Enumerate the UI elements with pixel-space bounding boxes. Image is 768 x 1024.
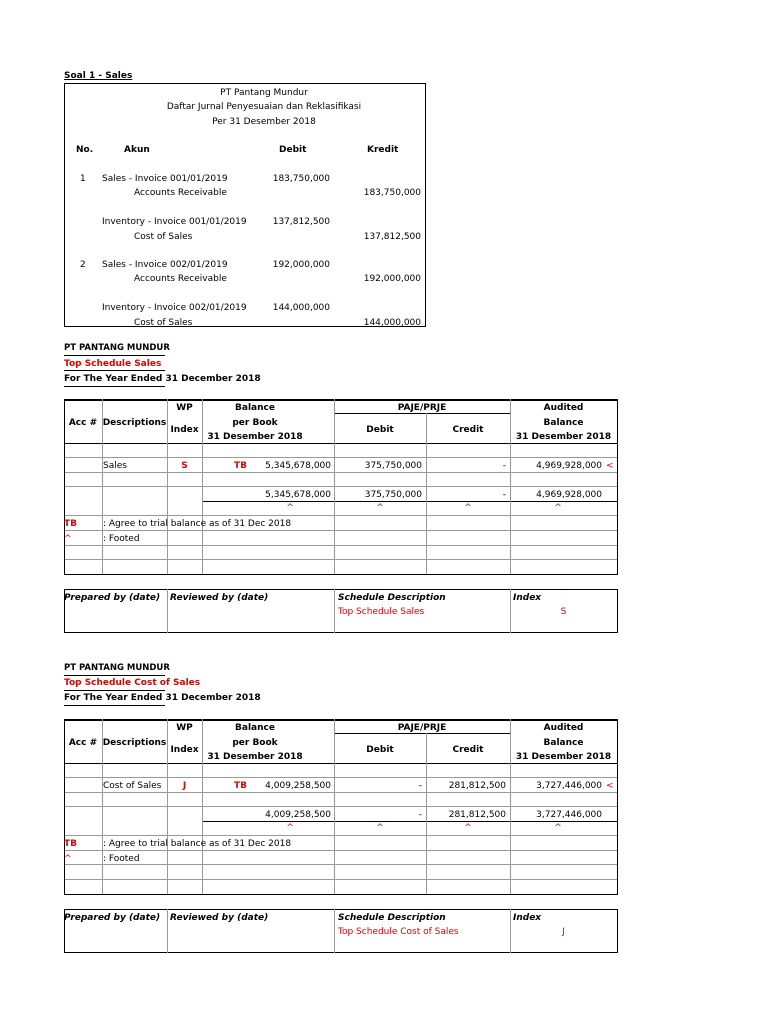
col-index: Index xyxy=(170,425,199,435)
row-book-balance: 5,345,678,000 xyxy=(265,461,331,471)
col-debit: Debit xyxy=(366,425,394,435)
legend-text: : Agree to trial balance as of 31 Dec 2018 xyxy=(103,519,292,529)
journal-debit-account: Sales - Invoice 002/01/2019 xyxy=(102,260,228,270)
col-audited-balance: Balance xyxy=(543,738,584,748)
legend-text: : Footed xyxy=(103,854,140,864)
journal-date: Per 31 Desember 2018 xyxy=(212,117,316,127)
col-audited-balance: Balance xyxy=(543,418,584,428)
col-balance: Balance xyxy=(235,403,275,413)
col-balance-date: 31 Desember 2018 xyxy=(207,432,303,442)
row-debit: 375,750,000 xyxy=(364,461,422,471)
total-audited: 3,727,446,000 xyxy=(536,810,602,820)
tb-tickmark: TB xyxy=(234,781,247,791)
row-wp-index: J xyxy=(182,781,187,791)
col-acc: Acc # xyxy=(68,738,98,748)
col-audited-date: 31 Desember 2018 xyxy=(515,432,612,442)
journal-debit-amount: 137,812,500 xyxy=(272,217,330,227)
journal-debit-account: Inventory - Invoice 002/01/2019 xyxy=(102,303,247,313)
legend-symbol: TB xyxy=(64,519,77,529)
col-balance-date: 31 Desember 2018 xyxy=(207,752,303,762)
schedule-title: Top Schedule Cost of Sales xyxy=(64,678,201,688)
schedule-period: For The Year Ended 31 December 2018 xyxy=(64,374,261,384)
footed-caret: ^ xyxy=(286,823,294,833)
col-descriptions: Descriptions xyxy=(102,738,167,748)
row-description: Sales xyxy=(103,461,127,471)
col-audited: Audited xyxy=(543,403,584,413)
schedule-description-label: Schedule Description xyxy=(338,593,446,603)
col-acc: Acc # xyxy=(68,418,98,428)
legend-text: : Footed xyxy=(103,534,140,544)
journal-header-debit: Debit xyxy=(279,145,307,155)
total-debit: 375,750,000 xyxy=(364,490,422,500)
journal-credit-account: Cost of Sales xyxy=(134,318,193,328)
journal-entry-no: 2 xyxy=(80,260,86,270)
schedule-period: For The Year Ended 31 December 2018 xyxy=(64,693,261,703)
total-credit: 281,812,500 xyxy=(448,810,506,820)
index-value: S xyxy=(560,607,567,617)
row-description: Cost of Sales xyxy=(103,781,162,791)
col-index: Index xyxy=(170,745,199,755)
soal-title: Soal 1 - Sales xyxy=(64,71,133,81)
row-credit: 281,812,500 xyxy=(448,781,506,791)
journal-credit-account: Accounts Receivable xyxy=(134,188,227,198)
legend-symbol: ^ xyxy=(64,854,72,864)
journal-debit-amount: 144,000,000 xyxy=(272,303,330,313)
legend-symbol: TB xyxy=(64,839,77,849)
journal-header-no: No. xyxy=(76,145,94,155)
schedule-description-value: Top Schedule Cost of Sales xyxy=(338,927,459,937)
legend-symbol: ^ xyxy=(64,534,72,544)
prepared-by-label: Prepared by (date) xyxy=(64,593,161,603)
col-credit: Credit xyxy=(452,745,484,755)
journal-debit-account: Sales - Invoice 001/01/2019 xyxy=(102,174,228,184)
row-book-balance: 4,009,258,500 xyxy=(265,781,331,791)
schedule-description-value: Top Schedule Sales xyxy=(338,607,425,617)
journal-entry-no: 1 xyxy=(80,174,86,184)
journal-credit-amount: 192,000,000 xyxy=(363,274,421,284)
total-book-balance: 4,009,258,500 xyxy=(265,810,331,820)
journal-debit-amount: 192,000,000 xyxy=(272,260,330,270)
row-debit: - xyxy=(418,781,422,791)
journal-company: PT Pantang Mundur xyxy=(220,88,308,98)
col-paje-prje: PAJE/PRJE xyxy=(397,723,447,733)
reviewed-by-label: Reviewed by (date) xyxy=(170,593,269,603)
row-mark: < xyxy=(606,781,614,791)
footed-caret: ^ xyxy=(286,503,294,513)
col-debit: Debit xyxy=(366,745,394,755)
schedule-title: Top Schedule Sales xyxy=(64,359,162,369)
footed-caret: ^ xyxy=(554,823,562,833)
row-wp-index: S xyxy=(181,461,188,471)
tb-tickmark: TB xyxy=(234,461,247,471)
footed-caret: ^ xyxy=(554,503,562,513)
col-audited-date: 31 Desember 2018 xyxy=(515,752,612,762)
journal-credit-amount: 144,000,000 xyxy=(363,318,421,328)
prepared-by-label: Prepared by (date) xyxy=(64,913,161,923)
journal-title: Daftar Jurnal Penyesuaian dan Reklasifikasi xyxy=(166,102,362,112)
legend-text: : Agree to trial balance as of 31 Dec 2018 xyxy=(103,839,292,849)
row-mark: < xyxy=(606,461,614,471)
index-value: J xyxy=(562,927,565,937)
footed-caret: ^ xyxy=(376,503,384,513)
schedule-company: PT PANTANG MUNDUR xyxy=(64,343,170,353)
journal-credit-account: Cost of Sales xyxy=(134,232,193,242)
row-credit: - xyxy=(502,461,506,471)
journal-credit-amount: 183,750,000 xyxy=(363,188,421,198)
total-audited: 4,969,928,000 xyxy=(536,490,602,500)
reviewed-by-label: Reviewed by (date) xyxy=(170,913,269,923)
index-label: Index xyxy=(513,593,542,603)
footed-caret: ^ xyxy=(464,503,472,513)
journal-credit-amount: 137,812,500 xyxy=(363,232,421,242)
col-credit: Credit xyxy=(452,425,484,435)
footed-caret: ^ xyxy=(376,823,384,833)
total-debit: - xyxy=(418,810,422,820)
row-audited: 4,969,928,000 xyxy=(536,461,602,471)
total-book-balance: 5,345,678,000 xyxy=(265,490,331,500)
col-descriptions: Descriptions xyxy=(102,418,167,428)
col-audited: Audited xyxy=(543,723,584,733)
col-balance-per-book: per Book xyxy=(232,738,278,748)
col-wp: WP xyxy=(176,403,193,413)
journal-debit-account: Inventory - Invoice 001/01/2019 xyxy=(102,217,247,227)
total-credit: - xyxy=(502,490,506,500)
col-balance: Balance xyxy=(235,723,275,733)
col-wp: WP xyxy=(176,723,193,733)
schedule-description-label: Schedule Description xyxy=(338,913,446,923)
col-paje-prje: PAJE/PRJE xyxy=(397,403,447,413)
journal-header-kredit: Kredit xyxy=(367,145,399,155)
footed-caret: ^ xyxy=(464,823,472,833)
col-balance-per-book: per Book xyxy=(232,418,278,428)
journal-header-akun: Akun xyxy=(124,145,150,155)
journal-credit-account: Accounts Receivable xyxy=(134,274,227,284)
schedule-company: PT PANTANG MUNDUR xyxy=(64,663,170,673)
journal-debit-amount: 183,750,000 xyxy=(272,174,330,184)
row-audited: 3,727,446,000 xyxy=(536,781,602,791)
index-label: Index xyxy=(513,913,542,923)
